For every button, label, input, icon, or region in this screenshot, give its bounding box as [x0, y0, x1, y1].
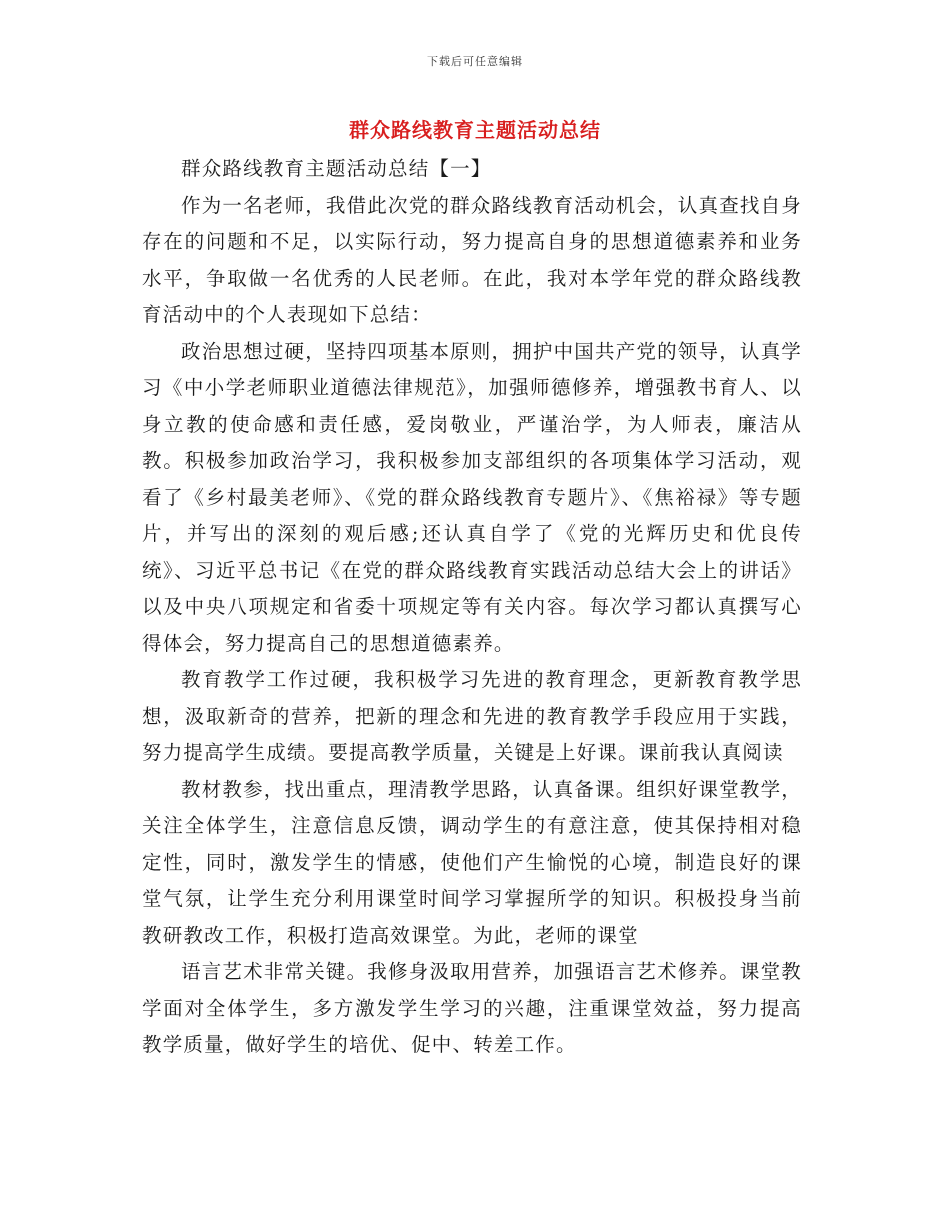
paragraph-language-art: 语言艺术非常关键。我修身汲取用营养，加强语言艺术修养。课堂教学面对全体学生，多方激发学生学习的兴趣，注重课堂效益，努力提高教学质量，做好学生的培优、促中、转差工作。 — [142, 960, 803, 1056]
paragraph-politics: 政治思想过硬，坚持四项基本原则，拥护中国共产党的领导，认真学习《中小学老师职业道德法律规范》，加强师德修养，增强教书育人、以身立教的使命感和责任感，爱岗敬业，严谨治学，为人师表，廉洁从教。积极参加政治学习，我积极参加支部组织的各项集体学习活动，观看了《乡村最美老师》、《党的群众路线教育专题片》、《焦裕禄》等专题片，并写出的深刻的观后感;还认真自学了《党的光辉历史和优良传统》、习近平总书记《在党的群众路线教育实践活动总结大会上的讲话》以及中央八项规定和省委十项规定等有关内容。每次学习都认真撰写心得体会，努力提高自己的思想道德素养。 — [142, 339, 803, 655]
document-body — [142, 151, 802, 1064]
paragraph-classroom: 教材教参，找出重点，理清教学思路，认真备课。组织好课堂教学，关注全体学生，注意信息反馈，调动学生的有意注意，使其保持相对稳定性，同时，激发学生的情感，使他们产生愉悦的心境，制造良好的课堂气氛，让学生充分利用课堂时间学习掌握所学的知识。积极投身当前教研教改工作，积极打造高效课堂。为此，老师的课堂 — [142, 777, 803, 947]
paragraph-intro: 作为一名老师，我借此次党的群众路线教育活动机会，认真查找自身存在的问题和不足，以实际行动，努力提高自身的思想道德素养和业务水平，争取做一名优秀的人民老师。在此，我对本学年党的群众路线教育活动中的个人表现如下总结： — [142, 193, 803, 326]
paragraph-section-heading: 群众路线教育主题活动总结【一】 — [181, 157, 492, 180]
page-header-note: 下载后可任意编辑 — [427, 55, 523, 68]
document-title: 群众路线教育主题活动总结 — [349, 118, 601, 142]
paragraph-teaching: 教育教学工作过硬，我积极学习先进的教育理念，更新教育教学思想，汲取新奇的营养，把新的理念和先进的教育教学手段应用于实践，努力提高学生成绩。要提高教学质量，关键是上好课。课前我认真阅读 — [142, 668, 802, 764]
